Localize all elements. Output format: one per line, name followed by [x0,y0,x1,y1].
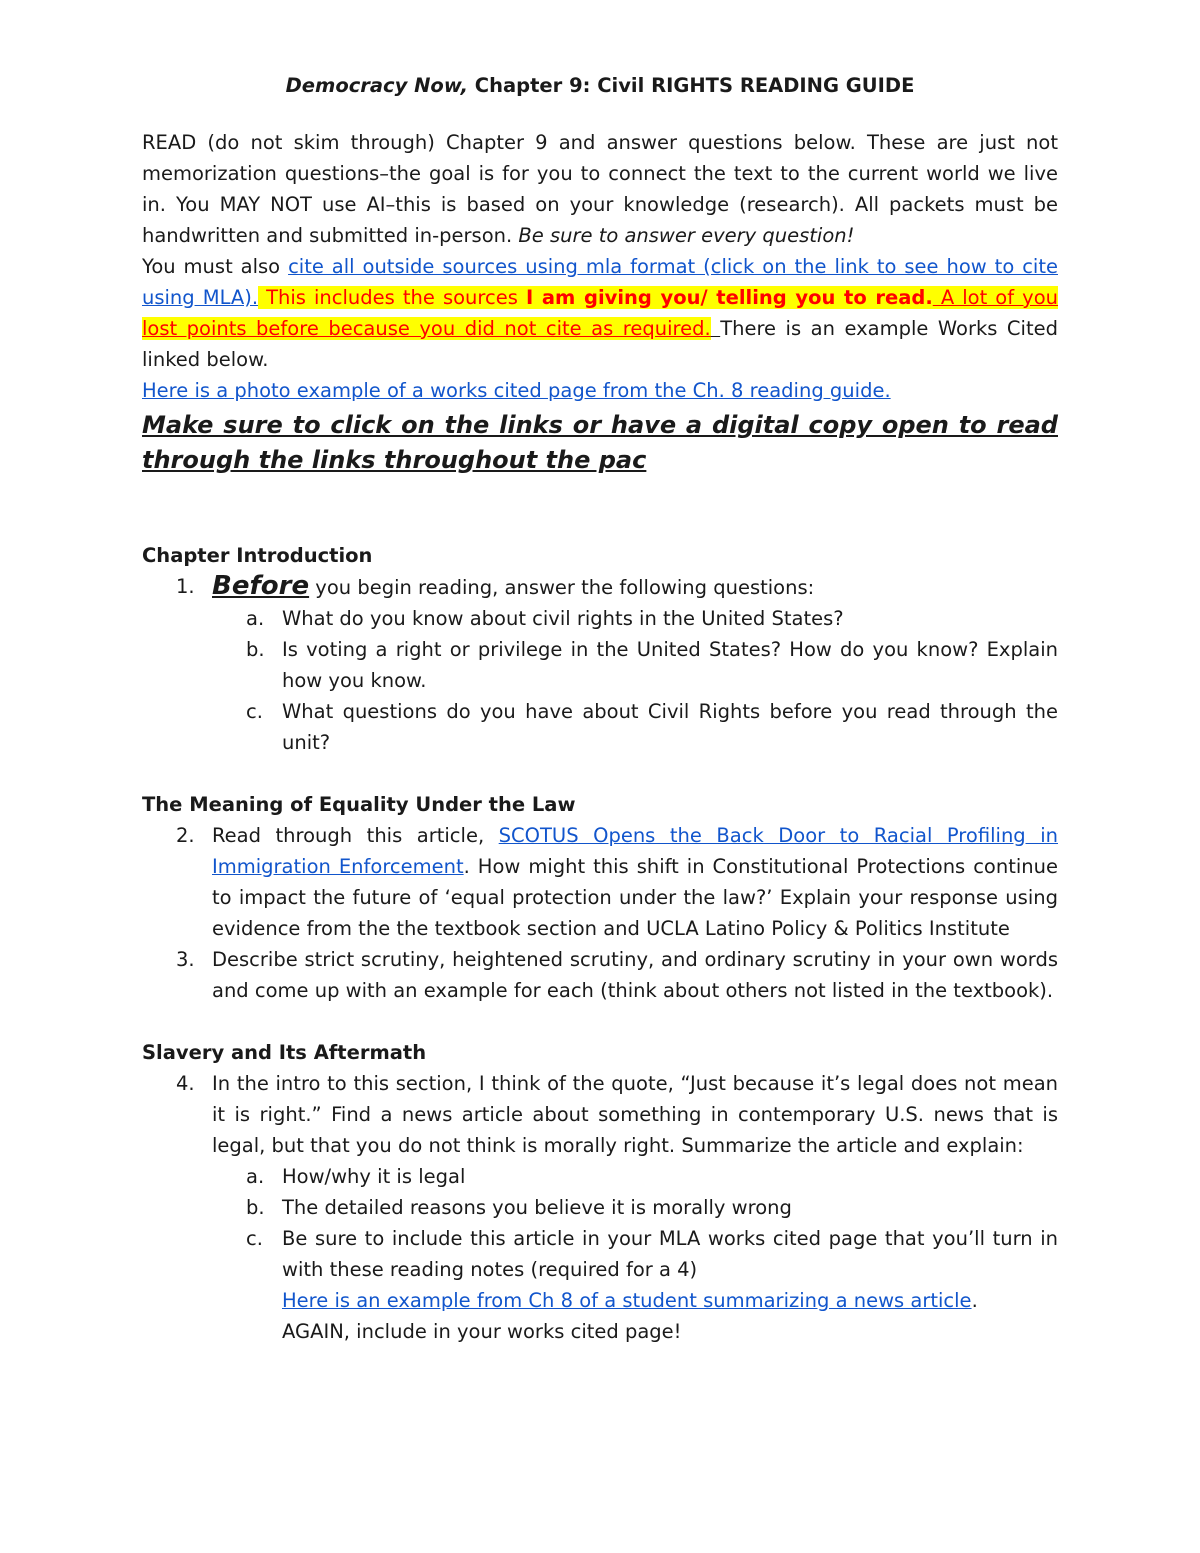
before-emphasis: Before [212,571,310,601]
title-rest: Chapter 9: Civil RIGHTS READING GUIDE [468,74,915,97]
intro-emphasis: Be sure to answer every question! [518,224,855,247]
question-text: In the intro to this section, I think of the quote, “Just because it’s legal does not mean it is right.” Find a news article about something in contemporary U.S. news that is legal, but that you do not think is morally right. Summarize the article and explain: [212,1072,1058,1157]
scotus-article-link[interactable]: SCOTUS Opens the Back Door to Racial Profiling in Immigration Enforcement [212,824,1058,878]
section-heading-slavery: Slavery and Its Aftermath [142,1041,427,1064]
question-1a [142,603,1058,634]
works-cited-note: There is an example Works Cited linked below. [142,317,1058,371]
sub-question-text: The detailed reasons you believe it is morally wrong [282,1196,792,1219]
photo-example-line [142,375,1058,406]
citation-text: You must also [142,255,289,278]
question-number: 2. [176,824,195,847]
sub-letter: b. [246,638,265,661]
sub-question-text: Be sure to include this article in your MLA works cited page that you’ll turn in with these reading notes (required for a 4) [282,1227,1058,1281]
question-4c-example [142,1285,1058,1316]
section-heading-chapter-introduction: Chapter Introduction [142,544,373,567]
question-text: Describe strict scrutiny, heightened scrutiny, and ordinary scrutiny in your own words and come up with an example for each (think about others not listed in the textbook). [212,948,1058,1002]
question-1b [142,634,1058,696]
sub-question-text: What do you know about civil rights in the United States? [282,607,844,630]
citation-warning-end: A lot of you lost points before because you did not cite as required. [142,286,1058,340]
question-text: Read through this article, [212,824,499,847]
question-list-2 [142,820,1058,1006]
title-book-name: Democracy Now, [285,74,469,97]
sub-letter: b. [246,1196,265,1219]
question-3 [142,944,1058,1006]
question-2 [142,820,1058,944]
page-title [142,70,1058,101]
citation-space [711,317,721,340]
link-period: . [971,1289,978,1312]
sub-question-text: How/why it is legal [282,1165,466,1188]
question-4 [142,1068,1058,1161]
question-text-cont: . How might this shift in Constitutional Protections continue to impact the future of ‘equal protection under the law?’ Explain your response using evidence from the the textbook section and UCLA Latino Policy & Politics Institute [212,855,1058,940]
citation-warning: This includes the sources [258,286,526,309]
links-reminder: Make sure to click on the links or have a digital copy open to read through the links throughout the pac [142,411,1058,474]
question-list-3 [142,1068,1058,1347]
sub-letter: a. [246,607,265,630]
question-list-1 [142,571,1058,758]
question-text: you begin reading, answer the following questions: [309,576,815,599]
citation-warning-bold: I am giving you/ telling you to read. [525,286,933,309]
sub-letter: c. [246,1227,263,1250]
question-number: 1. [176,575,195,598]
question-4c [142,1223,1058,1285]
intro-paragraph [142,127,1058,251]
sub-letter: c. [246,700,263,723]
section-heading-equality: The Meaning of Equality Under the Law [142,793,576,816]
question-4b [142,1192,1058,1223]
question-1c [142,696,1058,758]
question-number: 3. [176,948,195,971]
sub-question-text: What questions do you have about Civil Rights before you read through the unit? [282,700,1058,754]
question-number: 4. [176,1072,195,1095]
citation-paragraph [142,251,1058,375]
mla-format-link[interactable]: cite all outside sources using mla format (click on the link to see how to cite using MLA). [142,255,1058,309]
sub-letter: a. [246,1165,265,1188]
question-4a [142,1161,1058,1192]
works-cited-example-link[interactable]: Here is a photo example of a works cited page from the Ch. 8 reading guide. [142,379,891,402]
sub-question-text: Is voting a right or privilege in the United States? How do you know? Explain how you know. [282,638,1058,692]
question-1 [142,571,1058,603]
student-summary-example-link[interactable]: Here is an example from Ch 8 of a student summarizing a news article [282,1289,972,1312]
document-body [142,70,1058,1347]
question-4c-reminder [142,1316,1058,1347]
intro-text: READ (do not skim through) Chapter 9 and answer questions below. These are just not memorization questions–the goal is for you to connect the text to the current world we live in. You MAY NOT use AI–this is based on your knowledge (research). All packets must be handwritten and submitted in-person. [142,131,1058,247]
works-cited-reminder: AGAIN, include in your works cited page! [282,1320,682,1343]
